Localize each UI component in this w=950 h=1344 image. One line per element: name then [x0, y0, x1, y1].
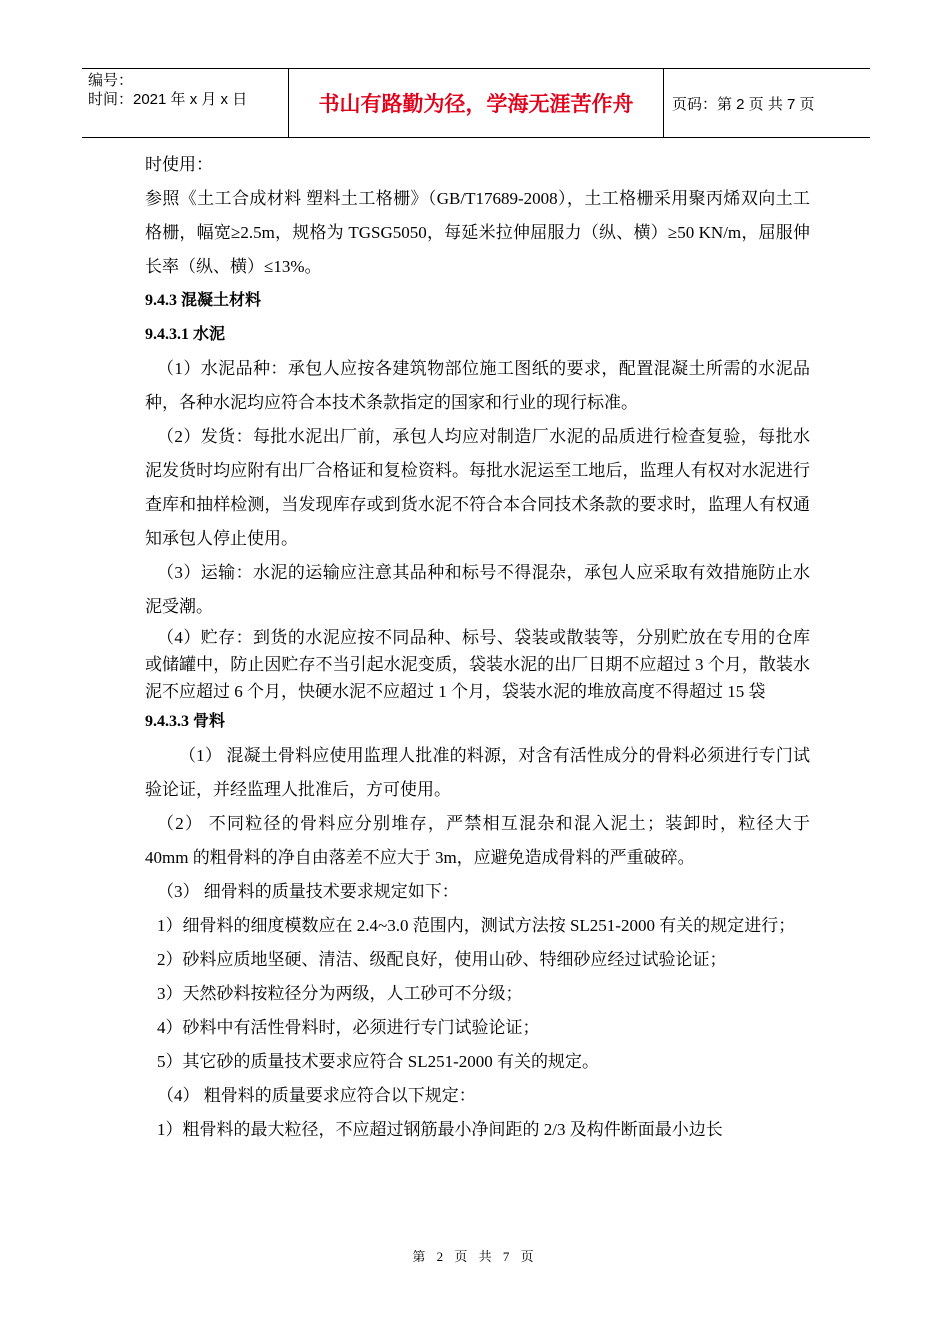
paragraph: （4）贮存：到货的水泥应按不同品种、标号、袋装或散装等，分别贮放在专用的仓库或储罐中，防止因贮存不当引起水泥变质，袋装水泥的出厂日期不应超过 3 个月，散装水泥不应超过 6 个月，快硬水泥不应超过 1 个月，袋装水泥的堆放高度不得超过 15 袋: [145, 628, 810, 701]
paragraph: 1）细骨料的细度模数应在 2.4~3.0 范围内，测试方法按 SL251-2000 有关的规定进行；: [157, 916, 796, 935]
page-header: [82, 68, 870, 138]
section-heading: 9.4.3.1 水泥: [145, 326, 226, 343]
section-heading: 9.4.3 混凝土材料: [145, 292, 262, 309]
paragraph: 5）其它砂的质量技术要求应符合 SL251-2000 有关的规定。: [157, 1052, 599, 1071]
paragraph: （3） 细骨料的质量技术要求规定如下：: [157, 882, 459, 901]
page-footer: 第 2 页 共 7 页: [412, 1249, 538, 1264]
paragraph: （2） 不同粒径的骨料应分别堆存，严禁相互混杂和混入泥土；装卸时，粒径大于 40mm 的粗骨料的净自由落差不应大于 3m，应避免造成骨料的严重破碎。: [145, 814, 810, 867]
paragraph: 1）粗骨料的最大粒径，不应超过钢筋最小净间距的 2/3 及构件断面最小边长: [157, 1120, 723, 1139]
header-meta: [82, 69, 289, 137]
paragraph: 参照《土工合成材料 塑料土工格栅》（GB/T17689-2008），土工格栅采用聚丙烯双向土工格栅，幅宽≥2.5m，规格为 TGSG5050，每延米拉伸屈服力（纵、横）≥50 KN/m，屈服伸长率（纵、横）≤13%。: [145, 189, 810, 276]
doc-code: 编号：: [88, 72, 134, 89]
paragraph: 3）天然砂料按粒径分为两级，人工砂可不分级；: [157, 984, 523, 1003]
paragraph: 2）砂料应质地坚硬、清洁、级配良好，使用山砂、特细砂应经过试验论证；: [157, 950, 727, 969]
document-body: [145, 148, 810, 1147]
paragraph: （4） 粗骨料的质量要求应符合以下规定：: [157, 1086, 476, 1105]
paragraph: 4）砂料中有活性骨料时，必须进行专门试验论证；: [157, 1018, 540, 1037]
paragraph: （2）发货：每批水泥出厂前，承包人均应对制造厂水泥的品质进行检查复验，每批水泥发货时均应附有出厂合格证和复检资料。每批水泥运至工地后，监理人有权对水泥进行查库和抽样检测，当发现库存或到货水泥不符合本合同技术条款的要求时，监理人有权通知承包人停止使用。: [145, 427, 810, 548]
paragraph: （1） 混凝土骨料应使用监理人批准的料源，对含有活性成分的骨料必须进行专门试验论证，并经监理人批准后，方可使用。: [145, 746, 810, 799]
paragraph: （1）水泥品种：承包人应按各建筑物部位施工图纸的要求，配置混凝土所需的水泥品种，各种水泥均应符合本技术条款指定的国家和行业的现行标准。: [145, 359, 810, 412]
doc-time: 时间：2021 年 x 月 x 日: [88, 91, 248, 108]
header-page-info: 页码：第 2 页 共 7 页: [672, 95, 815, 113]
paragraph: （3）运输：水泥的运输应注意其品种和标号不得混杂，承包人应采取有效措施防止水泥受潮。: [145, 563, 810, 616]
paragraph: 时使用：: [145, 155, 213, 174]
header-motto: 书山有路勤为径，学海无涯苦作舟: [289, 69, 664, 137]
section-heading: 9.4.3.3 骨料: [145, 713, 226, 730]
